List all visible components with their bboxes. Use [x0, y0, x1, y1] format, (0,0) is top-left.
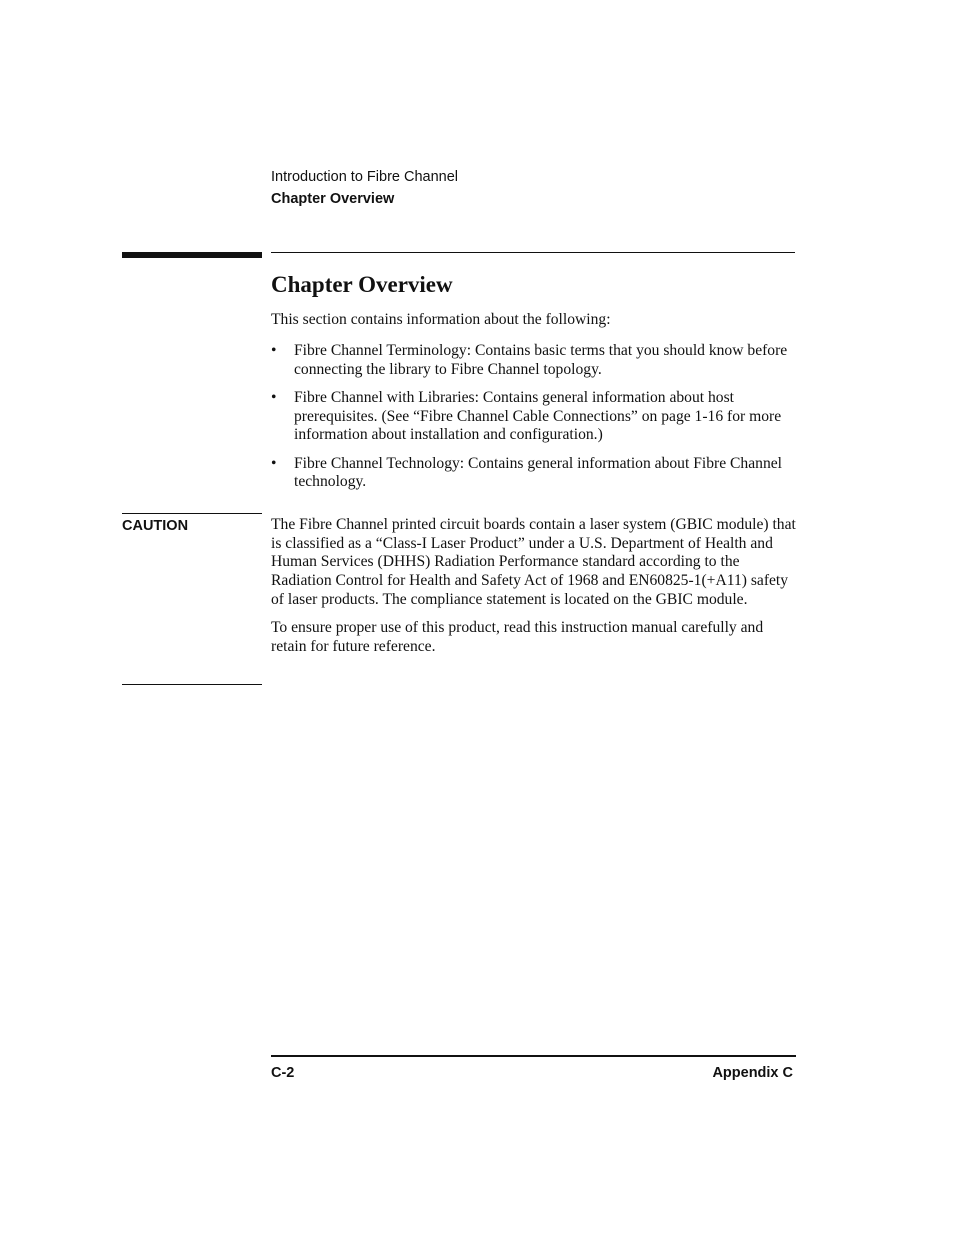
bullet-icon: •	[271, 454, 277, 472]
list-item-text: Fibre Channel Technology: Contains general information about Fibre Channel technology.	[294, 454, 782, 491]
list-item-text: Fibre Channel Terminology: Contains basic terms that you should know before connecting the library to Fibre Channel topology.	[294, 342, 788, 378]
running-head-section: Chapter Overview	[271, 191, 395, 207]
chapter-title: Chapter Overview	[271, 272, 453, 297]
chapter-thin-rule	[271, 252, 795, 253]
chapter-thick-rule	[122, 252, 262, 258]
list-item	[271, 342, 801, 379]
caution-paragraph: The Fibre Channel printed circuit boards contain a laser system (GBIC module) that is classified as a “Class-I Laser Product” under a U.S. Department of Health and Human Services (DHHS) Radiation Performance standard according to the Radiation Control for Health and Safety Act of 1968 and EN60825-1(+A11) safety of laser products. The compliance statement is located on the GBIC module.	[271, 516, 796, 608]
caution-paragraph: To ensure proper use of this product, read this instruction manual carefully and retain for future reference.	[271, 619, 764, 655]
caution-top-rule	[122, 513, 262, 514]
list-item	[271, 389, 801, 445]
topic-list	[271, 342, 801, 501]
caution-bottom-rule	[122, 684, 262, 685]
footer-section: Appendix C	[712, 1065, 793, 1081]
intro-paragraph: This section contains information about the following:	[271, 311, 611, 328]
list-item	[271, 455, 801, 492]
page-number: C-2	[271, 1065, 295, 1081]
footer-rule	[271, 1055, 796, 1057]
running-head	[271, 166, 458, 210]
bullet-icon: •	[271, 342, 277, 359]
caution-body	[271, 516, 801, 666]
running-head-title: Introduction to Fibre Channel	[271, 169, 458, 185]
bullet-icon: •	[271, 388, 277, 406]
caution-label: CAUTION	[122, 518, 189, 534]
list-item-text: Fibre Channel with Libraries: Contains general information about host prerequisites. (See “Fibre Channel Cable Connections” on page 1-16 for more information about installation and configuration.)	[294, 388, 782, 444]
